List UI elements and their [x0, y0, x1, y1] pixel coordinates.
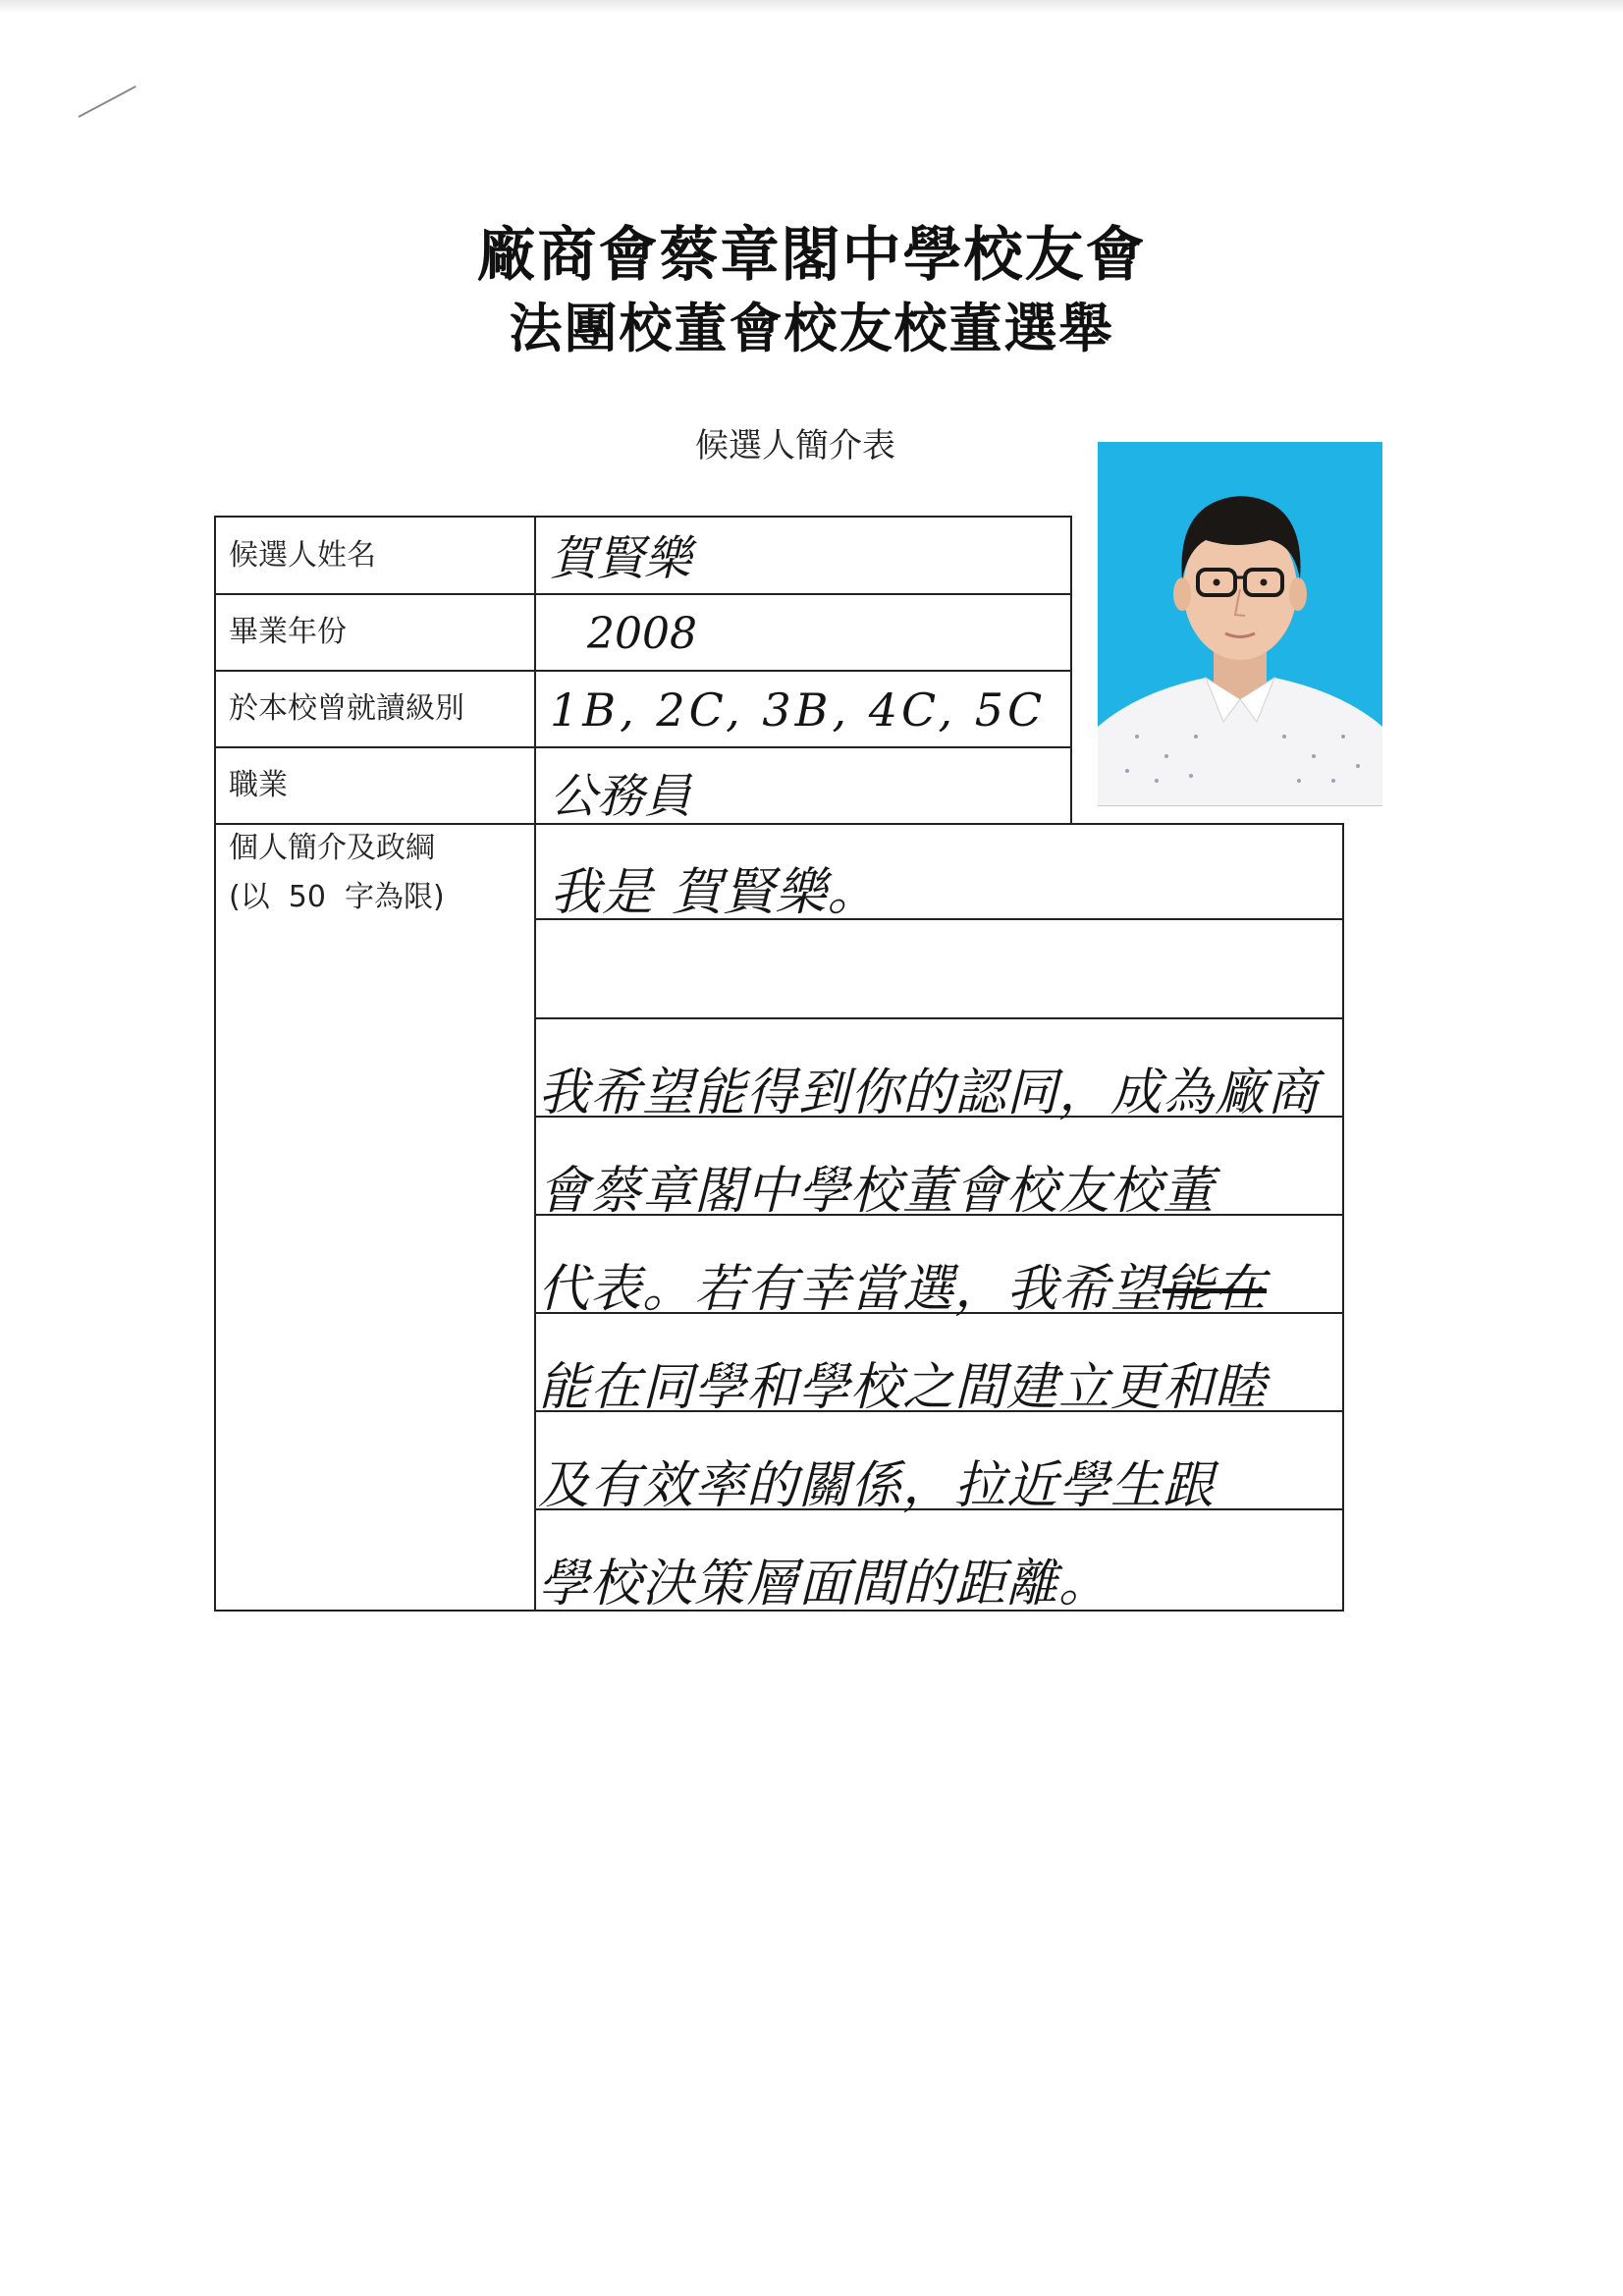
label-candidate-name: 候選人姓名 [229, 538, 376, 573]
value-candidate-name: 賀賢樂 [550, 531, 692, 586]
intro-line-6: 能在同學和學校之間建立更和睦 [538, 1358, 1268, 1417]
label-intro-limit: (以 50 字為限) [229, 880, 445, 914]
table-border [214, 516, 1071, 518]
value-occupation: 公務員 [550, 769, 692, 824]
struck-text: 能在 [1163, 1260, 1268, 1319]
pen-mark [79, 85, 136, 118]
intro-line-3: 我希望能得到你的認同，成為廠商 [538, 1064, 1320, 1122]
label-graduation-year: 畢業年份 [229, 615, 347, 649]
label-occupation: 職業 [229, 768, 288, 802]
scan-edge [0, 0, 1623, 14]
label-intro: 個人簡介及政綱 [229, 831, 435, 865]
table-row-divider [214, 823, 1343, 825]
intro-line-1: 我是 賀賢樂。 [550, 863, 880, 922]
value-graduation-year: 2008 [587, 609, 697, 659]
label-classes-attended: 於本校曾就讀級別 [229, 691, 464, 726]
value-classes-attended: 1B, 2C, 3B, 4C, 5C [550, 683, 1047, 737]
table-row-divider [214, 746, 1071, 748]
candidate-photo [1098, 442, 1382, 806]
intro-line-4: 會蔡章閣中學校董會校友校董 [538, 1162, 1216, 1221]
writing-line [534, 1017, 1344, 1019]
table-border [214, 516, 216, 1612]
table-row-divider [214, 670, 1071, 672]
table-row-divider [214, 593, 1071, 595]
intro-line-7: 及有效率的關係，拉近學生跟 [538, 1456, 1216, 1515]
intro-line-8: 學校決策層面間的距離。 [538, 1555, 1111, 1613]
page-title-line1: 廠商會蔡章閣中學校友會 [476, 221, 1147, 290]
table-border [1342, 823, 1344, 1612]
table-border [1070, 516, 1072, 824]
table-column-divider [534, 516, 536, 1612]
form-title: 候選人簡介表 [695, 426, 895, 465]
page-title-line2: 法團校董會校友校董選舉 [509, 298, 1114, 359]
intro-line-5: 代表。若有幸當選，我希望能在 [538, 1260, 1268, 1319]
